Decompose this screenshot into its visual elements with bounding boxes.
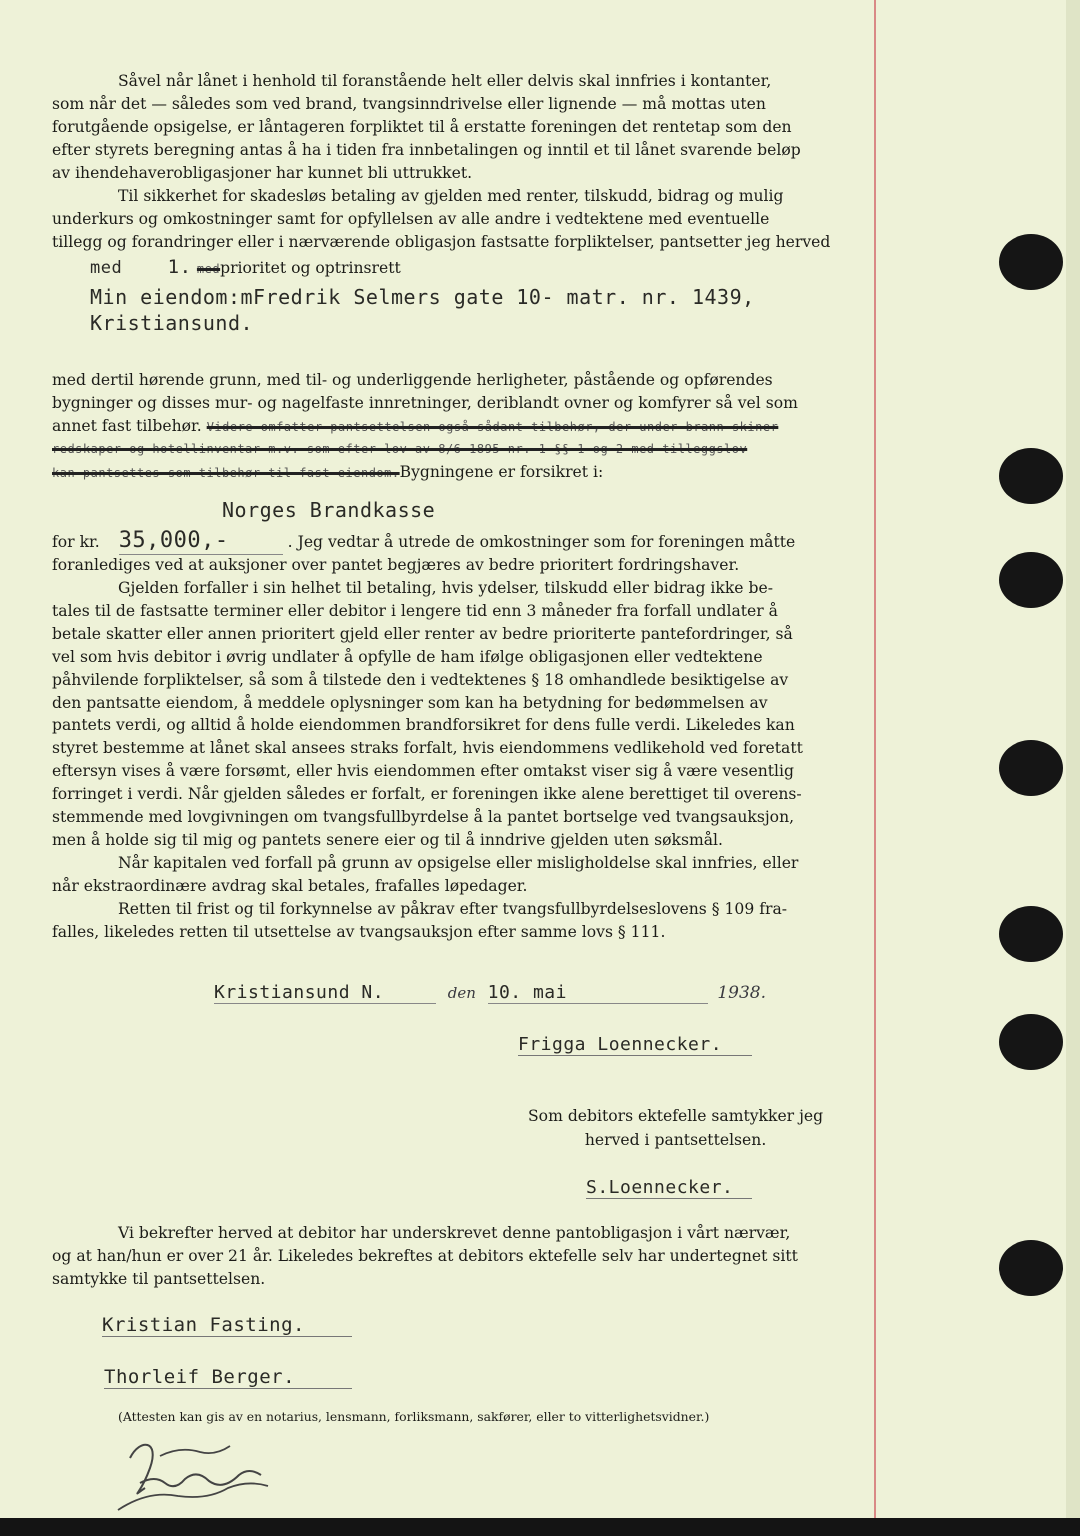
punch-hole-icon xyxy=(999,552,1063,608)
witness-1-signature: Kristian Fasting. xyxy=(102,1314,352,1337)
struck-text-line: redskaper og hotellinventar m.v. som efter lov av 8/6 1895 nr. 1 §§ 1 og 2 med tilleggslov xyxy=(52,442,748,456)
footnote: (Attesten kan gis av en notarius, lensmann, forliksmann, sakfører, eller to vitterlighetsvidner.) xyxy=(118,1409,710,1424)
punch-hole-icon xyxy=(999,740,1063,796)
witness-2-signature: Thorleif Berger. xyxy=(104,1366,352,1389)
punch-hole-icon xyxy=(999,234,1063,290)
debtor-signature: Frigga Loennecker. xyxy=(518,1034,752,1056)
amount-line: for kr. 35,000,- . Jeg vedtar å utrede de omkostninger som for foreningen måtte xyxy=(52,528,796,553)
paragraph-early-repayment: Såvel når lånet i henhold til foranstående helt eller delvis skal innfries i kontanter, som når det — således som ved brand, tvangsinndrivelse eller lignende — må mottas uten forutgående opsigelse, er låntageren forpliktet til å erstatte foreningen det rentetap som den efter styrets beregning antas å ha i tiden fra innbetalingen og inntil et til lånet svarende beløp av ihendehaverobligasjoner har kunnet bli uttrukket. xyxy=(52,72,801,182)
amount-line-2: foranlediges ved at auksjoner over pantet begjæres av bedre prioritert fordringshaver. xyxy=(52,556,740,574)
margin-rule xyxy=(874,0,876,1518)
date-line: Kristiansund N. den 10. mai 1938. xyxy=(214,982,767,1003)
paragraph-security: Til sikkerhet for skadesløs betaling av gjelden med renter, tilskudd, bidrag og mulig underkurs og omkostninger samt for opfyllelsen av alle andre i vedtektene med eventuelle tillegg og forandringer eller i nærværende obligasjon fastsatte forpliktelser, pantsetter jeg herved xyxy=(52,187,831,251)
page-bottom-edge xyxy=(0,1518,1080,1536)
spouse-consent: Som debitors ektefelle samtykker jeg herved i pantsettelsen. xyxy=(528,1107,824,1149)
paragraph-waiver: Retten til frist og til forkynnelse av påkrav efter tvangsfullbyrdelseslovens § 109 fra- falles, likeledes retten til utsettelse av tvangsauksjon efter samme lovs § 111. xyxy=(52,900,788,941)
punch-hole-icon xyxy=(999,906,1063,962)
punch-hole-icon xyxy=(999,1240,1063,1296)
page-edge xyxy=(1066,0,1080,1536)
punch-hole-icon xyxy=(999,1014,1063,1070)
paragraph-line-fixtures: annet fast tilbehør. Videre omfatter pantsettelsen også sådant tilbehør, der under brann skiner xyxy=(52,417,779,435)
insured-line: kan pantsettes som tilbehør til fast eiendom.Bygningene er forsikret i: xyxy=(52,463,604,481)
spouse-signature: S.Loennecker. xyxy=(586,1177,752,1199)
paragraph-attestation: Vi bekrefter herved at debitor har underskrevet denne pantobligasjon i vårt nærvær, og at han/hun er over 21 år. Likeledes bekreftes at debitors ektefelle selv har undertegnet sitt samtykke til pantsettelsen. xyxy=(52,1224,798,1288)
priority-line: med 1. medprioritet og optrinsrett xyxy=(90,256,401,278)
paragraph-default: Gjelden forfaller i sin helhet til betaling, hvis ydelser, tilskudd eller bidrag ikke be- tales til de fastsatte terminer eller debitor i lengere tid enn 3 måneder fra forfall undlater å betale skatter eller annen prioritert gjeld eller renter av bedre prioriterte pantefordringer, så vel som hvis debitor i øvrig undlater å opfylle de ham ifølge obligasjonen eller vedtektene påhvilende forpliktelser, så som å tilstede den i vedtektenes § 18 omhandlede besiktigelse av den pantsatte eiendom, å meddele oplysninger som kan ha betydning for bedømmelsen av pantets verdi, og alltid å holde eiendommen brandforsikret for dens fulle verdi. Likeledes kan styret bestemme at lånet skal ansees straks forfalt, hvis eiendommens vedlikehold ved foretatt eftersyn vises å være forsømt, eller hvis eiendommen efter omtakst viser sig å være vesentlig forringet i verdi. Når gjelden således er forfalt, er foreningen ikke alene berettiget til overens- stemmende med lovgivningen om tvangsfullbyrdelse å la pantet bortselge ved tvangsauksjon, men å holde sig til mig og pantets senere eier og til å inndrive gjelden uten søksmål. xyxy=(52,579,803,849)
insurer-name: Norges Brandkasse xyxy=(222,498,436,522)
handwritten-mark-icon xyxy=(110,1428,310,1518)
paragraph-grace-days: Når kapitalen ved forfall på grunn av opsigelse eller misligholdelse skal innfries, eller når ekstraordinære avdrag skal betales, frafalles løpedager. xyxy=(52,854,799,895)
paragraph-appurtenances: med dertil hørende grunn, med til- og underliggende herligheter, påstående og opførendes bygninger og disses mur- og nagelfaste innretninger, deriblandt ovner og komfyrer så vel som xyxy=(52,371,798,412)
property-description: Min eiendom:mFredrik Selmers gate 10- matr. nr. 1439, Kristiansund. xyxy=(90,285,755,335)
punch-hole-icon xyxy=(999,448,1063,504)
